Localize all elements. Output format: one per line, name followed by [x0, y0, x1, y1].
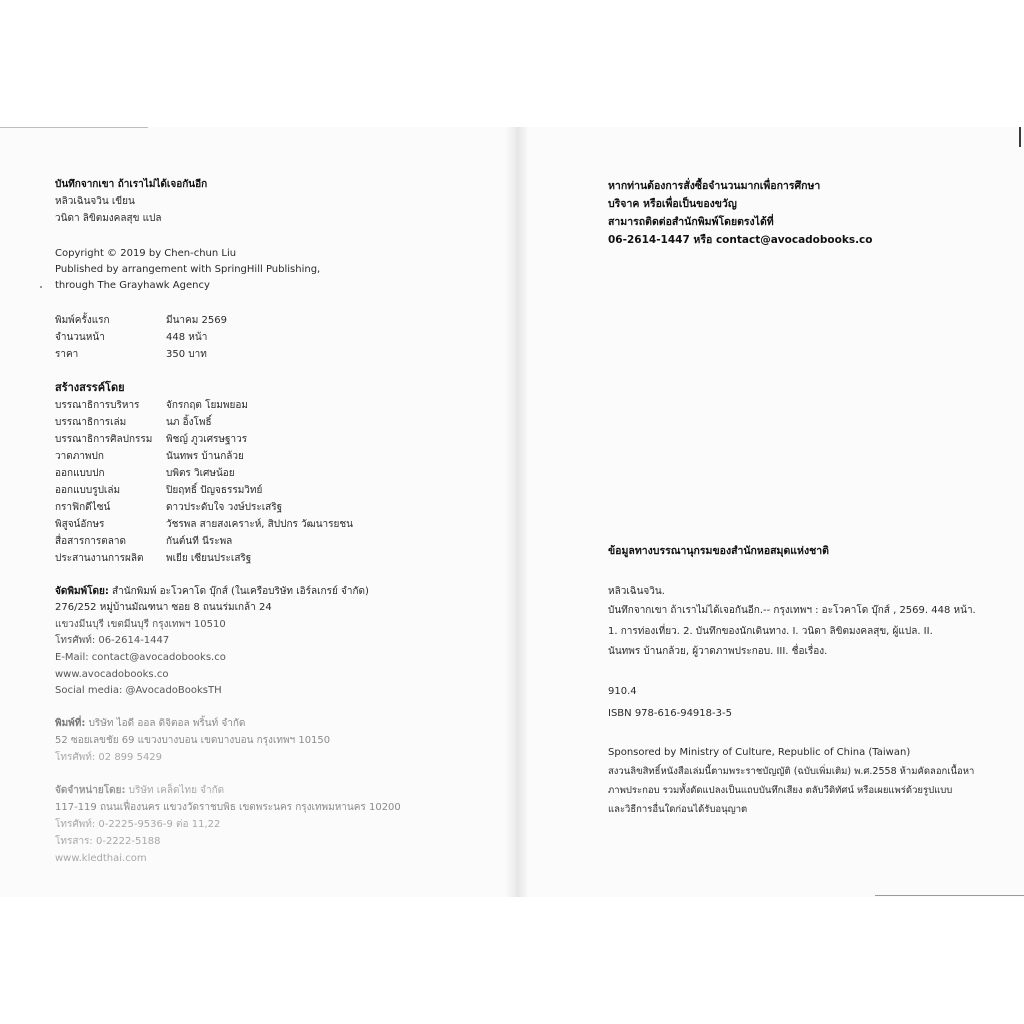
publisher-block [55, 584, 369, 600]
credit-name: พเยีย เซียนประเสริฐ [166, 553, 252, 564]
print-info-value: 448 หน้า [166, 332, 208, 343]
book-title: บันทึกจากเขา ถ้าเราไม่ได้เจอกันอีก [55, 179, 208, 190]
publisher-label: จัดพิมพ์โดย: [55, 586, 109, 597]
book-gutter [505, 127, 527, 897]
publisher-phone: โทรศัพท์: 06-2614-1447 [55, 635, 170, 646]
print-info-label: พิมพ์ครั้งแรก [55, 315, 110, 326]
credit-role: สื่อสารการตลาด [55, 536, 126, 547]
credit-role: วาดภาพปก [55, 451, 104, 462]
page-edge-line [0, 127, 148, 128]
print-info-label: จำนวนหน้า [55, 332, 105, 343]
publisher-website: www.avocadobooks.co [55, 669, 169, 680]
distributor-website: www.kledthai.com [55, 853, 147, 864]
credit-name: ดาวประดับใจ วงษ์ประเสริฐ [166, 502, 283, 513]
copyright-line: through The Grayhawk Agency [55, 280, 210, 291]
credit-name: บพิตร วิเศษน้อย [166, 468, 235, 479]
cip-line: บันทึกจากเขา ถ้าเราไม่ได้เจอกันอีก.-- กรุงเทพฯ : อะโวคาโด บุ๊กส์ , 2569. 448 หน้า. [608, 605, 976, 616]
printer-address-line: 52 ซอยเลขชัย 69 แขวงบางบอน เขตบางบอน กรุงเทพฯ 10150 [55, 735, 331, 746]
distributor-fax: โทรสาร: 0-2222-5188 [55, 836, 161, 847]
credit-role: ประสานงานการผลิต [55, 553, 144, 564]
rights-line: ภาพประกอบ รวมทั้งดัดแปลงเป็นแถบบันทึกเสียง ตลับวีดิทัศน์ หรือเผยแพร่ด้วยรูปแบบ [608, 785, 953, 796]
translator-line: วนิดา ลิขิตมงคลสุข แปล [55, 213, 162, 224]
publisher-social: Social media: @AvocadoBooksTH [55, 685, 222, 696]
distributor-label: จัดจำหน่ายโดย: [55, 785, 126, 796]
credit-name: จักรกฤต โยมพยอม [166, 400, 248, 411]
publisher-email: E-Mail: contact@avocadobooks.co [55, 652, 226, 663]
printer-block [55, 716, 245, 732]
print-info-value: มีนาคม 2569 [166, 315, 227, 326]
print-info-value: 350 บาท [166, 349, 207, 360]
credit-role: กราฟิกดีไซน์ [55, 502, 111, 513]
distributor-name: บริษัท เคล็ดไทย จำกัด [128, 785, 225, 796]
credit-name: นันทพร บ้านกล้วย [166, 451, 244, 462]
credits-heading: สร้างสรรค์โดย [55, 381, 125, 394]
credit-name: กันต์นที นีระพล [166, 536, 233, 547]
publisher-address-line: 276/252 หมู่บ้านมัณฑนา ซอย 8 ถนนร่มเกล้า 24 [55, 602, 272, 613]
cip-heading: ข้อมูลทางบรรณานุกรมของสำนักหอสมุดแห่งชาติ [608, 545, 829, 557]
credit-role: ออกแบบรูปเล่ม [55, 485, 121, 496]
credit-role: บรรณาธิการศิลปกรรม [55, 434, 153, 445]
credit-name: ปิยฤทธิ์ ปัญจธรรมวิทย์ [166, 485, 263, 496]
distributor-address-line: 117-119 ถนนเฟื่องนคร แขวงวัดราชบพิธ เขตพระนคร กรุงเทพมหานคร 10200 [55, 802, 401, 813]
publisher-name: สำนักพิมพ์ อะโวคาโด บุ๊กส์ (ในเครือบริษัท เอิร์ลเกรย์ จำกัด) [112, 586, 369, 597]
credit-name: พิชญ์ ภูวเศรษฐาวร [166, 434, 248, 445]
cip-line: 1. การท่องเที่ยว. 2. บันทึกของนักเดินทาง. I. วนิดา ลิขิตมงคลสุข, ผู้แปล. II. [608, 626, 933, 637]
distributor-phone: โทรศัพท์: 0-2225-9536-9 ต่อ 11,22 [55, 819, 221, 830]
credit-role: ออกแบบปก [55, 468, 105, 479]
print-info-label: ราคา [55, 349, 79, 360]
cip-line: หลิวเฉินจวิน. [608, 586, 665, 597]
rights-line: และวิธีการอื่นใดก่อนได้รับอนุญาต [608, 804, 748, 815]
rights-line: สงวนลิขสิทธิ์หนังสือเล่มนี้ตามพระราชบัญญัติ (ฉบับเพิ่มเติม) พ.ศ.2558 ห้ามคัดลอกเนื้อหา [608, 766, 975, 777]
credit-role: พิสูจน์อักษร [55, 519, 105, 530]
credit-name: วัชรพล สายสงเคราะห์, สิปปกร วัฒนารยชน [166, 519, 354, 530]
copyright-line: Copyright © 2019 by Chen-chun Liu [55, 248, 237, 259]
author-line: หลิวเฉินจวิน เขียน [55, 196, 135, 207]
credit-name: นภ อิ้งโพธิ์ [166, 417, 212, 428]
page-edge-mark [1019, 127, 1021, 147]
order-info-line: หากท่านต้องการสั่งซื้อจำนวนมากเพื่อการศึกษา [608, 180, 821, 192]
order-contact-line: 06-2614-1447 หรือ contact@avocadobooks.co [608, 234, 873, 246]
sponsor-line: Sponsored by Ministry of Culture, Republic of China (Taiwan) [608, 747, 911, 758]
classification-number: 910.4 [608, 686, 637, 697]
order-info-line: สามารถติดต่อสำนักพิมพ์โดยตรงได้ที่ [608, 216, 774, 228]
credit-role: บรรณาธิการเล่ม [55, 417, 127, 428]
isbn: ISBN 978-616-94918-3-5 [608, 708, 732, 719]
printer-phone: โทรศัพท์: 02 899 5429 [55, 752, 163, 763]
distributor-block [55, 783, 224, 799]
order-info-line: บริจาค หรือเพื่อเป็นของขวัญ [608, 198, 737, 210]
publisher-address-line: แขวงมีนบุรี เขตมีนบุรี กรุงเทพฯ 10510 [55, 619, 226, 630]
cip-line: นันทพร บ้านกล้วย, ผู้วาดภาพประกอบ. III. ชื่อเรื่อง. [608, 646, 828, 657]
print-speck [40, 286, 42, 288]
printer-name: บริษัท ไอดี ออล ดิจิตอล พริ้นท์ จำกัด [88, 718, 246, 729]
page-edge-line [875, 895, 1024, 896]
credit-role: บรรณาธิการบริหาร [55, 400, 140, 411]
copyright-line: Published by arrangement with SpringHill Publishing, [55, 264, 321, 275]
printer-label: พิมพ์ที่: [55, 718, 86, 729]
